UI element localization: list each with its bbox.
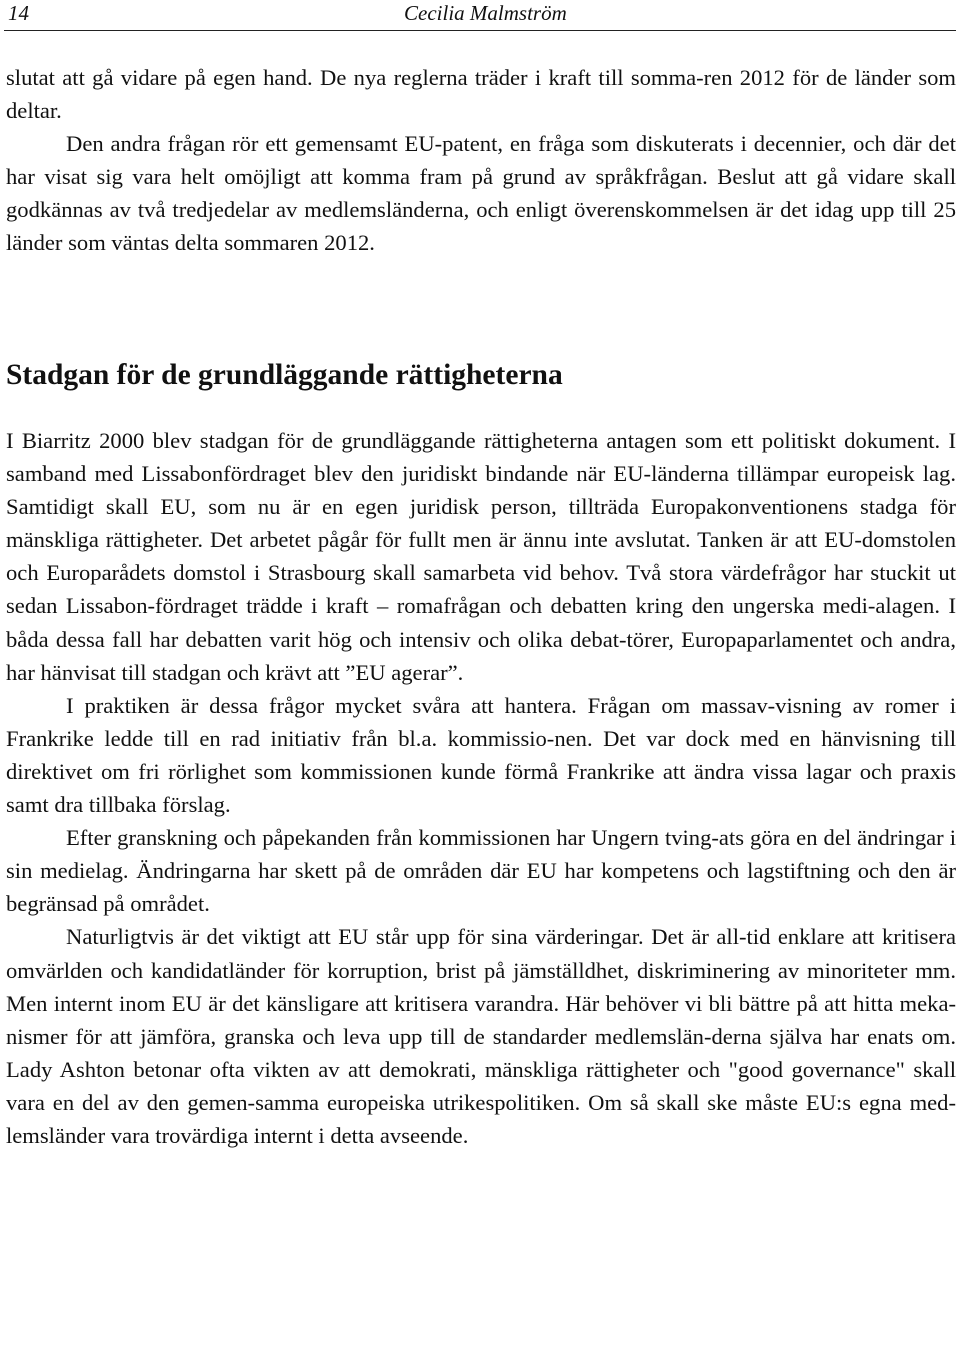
section-heading: Stadgan för de grundläggande rättigheterna bbox=[6, 359, 563, 391]
section-body bbox=[6, 424, 956, 1152]
page-header bbox=[4, 0, 956, 31]
paragraph: Den andra frågan rör ett gemensamt EU-patent, en fråga som diskuterats i decennier, och där det har visat sig vara helt omöjligt att komma fram på grund av språkfrågan. Beslut att gå vidare skall godkännas av två tredjedelar av medlemsländerna, och enligt överenskommelsen är det idag upp till 25 länder som väntas delta sommaren 2012. bbox=[6, 131, 956, 256]
paragraph: slutat att gå vidare på egen hand. De nya reglerna träder i kraft till somma-ren 2012 för de länder som deltar. bbox=[6, 65, 956, 124]
paragraph: Efter granskning och påpekanden från kommissionen har Ungern tving-ats göra en del ändringar i sin medielag. Ändringarna har skett på de områden där EU har kompetens och lagstiftning och den är begränsad på området. bbox=[6, 825, 956, 917]
running-head: Cecilia Malmström bbox=[404, 1, 567, 25]
paragraph: Naturligtvis är det viktigt att EU står upp för sina värderingar. Det är all-tid enklare att kritisera omvärlden och kandidatländer för korruption, brist på jämställdhet, diskriminering av minoriteter mm. Men internt inom EU är det känsligare att kritisera varandra. Här behöver vi bli bättre på att hitta meka-nismer för att jämföra, granska och leva upp till de standarder medlemslän-derna själva har enats om. Lady Ashton betonar ofta vikten av att demokrati, mänskliga rättigheter och "good governance" skall vara en del av den gemen-samma europeiska utrikespolitiken. Om så skall ske måste EU:s egna med-lemsländer vara trovärdiga internt i detta avseende. bbox=[6, 924, 956, 1148]
intro-text bbox=[6, 61, 956, 260]
paragraph: I praktiken är dessa frågor mycket svåra att hantera. Frågan om massav-visning av romer i Frankrike ledde till en rad initiativ från bl.a. kommissio-nen. Det var dock med en hänvisning till direktivet om fri rörlighet som kommissionen kunde förmå Frankrike att ändra vissa lagar och praxis samt dra tillbaka förslag. bbox=[6, 692, 956, 818]
page-number: 14 bbox=[8, 1, 29, 25]
paragraph: I Biarritz 2000 blev stadgan för de grundläggande rättigheterna antagen som ett politiskt dokument. I samband med Lissabonfördraget blev den juridiskt bindande när EU-länderna tillämpar europeisk lag. Samtidigt skall EU, som nu är en egen juridisk person, tillträda Europakonventionens stadga för mänskliga rättigheter. Det arbetet pågår för fullt men är ännu inte avslutat. Tanken är att EU-domstolen och Europarådets domstol i Strasbourg skall samarbeta vid behov. Två stora värdefrågor har stuckit ut sedan Lissabon-fördraget trädde i kraft – romafrågan och debatten kring den ungerska medi-alagen. I båda dessa fall har debatten varit hög och intensiv och olika debat-törer, Europaparlamentet och andra, har hänvisat till stadgan och krävt att ”EU agerar”. bbox=[6, 428, 956, 685]
